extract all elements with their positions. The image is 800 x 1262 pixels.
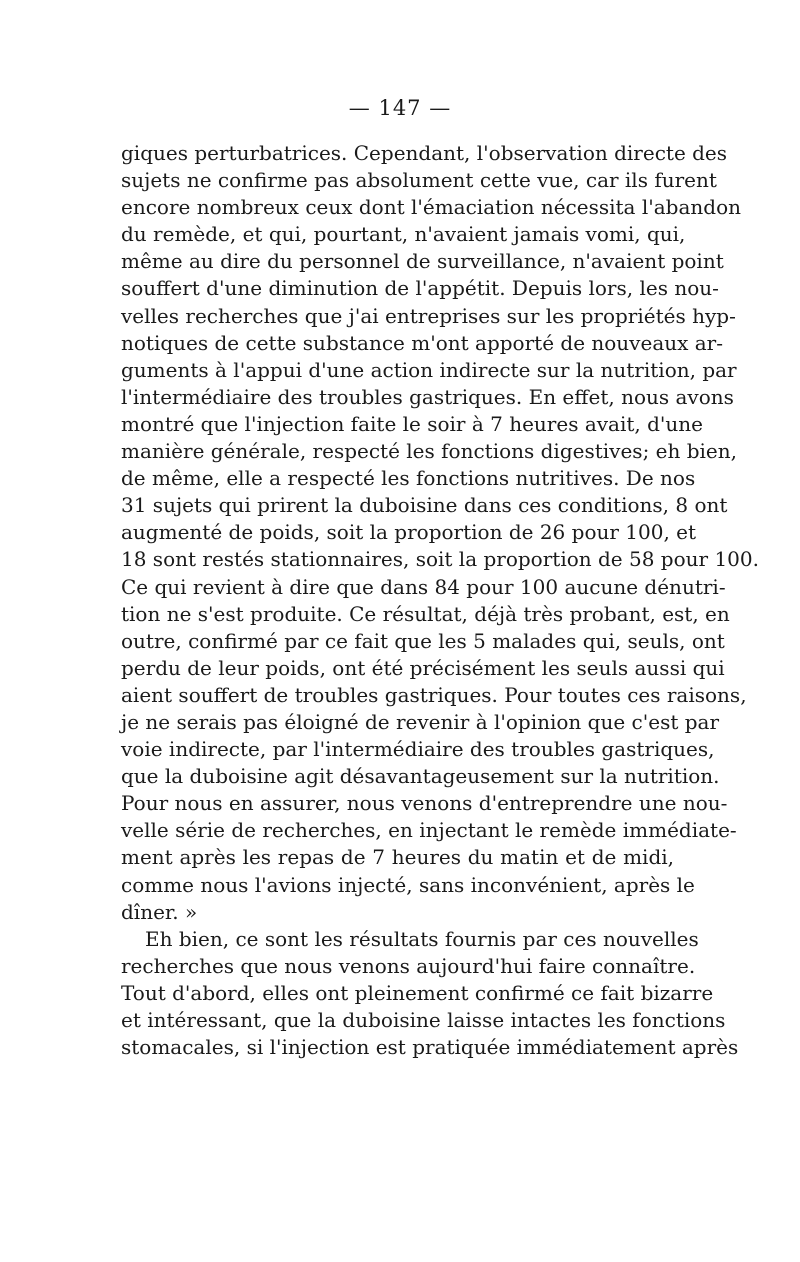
text-line: outre, confirmé par ce fait que les 5 malades qui, seuls, ont xyxy=(121,628,725,653)
text-line: augmenté de poids, soit la proportion de 26 pour 100, et xyxy=(121,520,697,545)
text-line: montré que l'injection faite le soir à 7 heures avait, d'une xyxy=(121,411,704,436)
text-line: notiques de cette substance m'ont apporté de nouveaux ar- xyxy=(121,330,724,355)
text-line: recherches que nous venons aujourd'hui faire connaître. xyxy=(121,953,696,978)
text-line: velles recherches que j'ai entreprises sur les propriétés hyp- xyxy=(121,303,736,328)
text-line: ment après les repas de 7 heures du matin et de midi, xyxy=(121,845,674,870)
body-text xyxy=(121,140,759,1061)
text-line: même au dire du personnel de surveillance, n'avaient point xyxy=(121,249,724,274)
text-line: 31 sujets qui prirent la duboisine dans ces conditions, 8 ont xyxy=(121,493,728,518)
text-line: giques perturbatrices. Cependant, l'observation directe des xyxy=(121,141,728,165)
text-line: Ce qui revient à dire que dans 84 pour 100 aucune dénutri- xyxy=(121,574,726,599)
text-line: aient souffert de troubles gastriques. Pour toutes ces raisons, xyxy=(121,682,747,707)
text-line: dîner. » xyxy=(121,899,198,924)
text-line: sujets ne confirme pas absolument cette vue, car ils furent xyxy=(121,168,717,193)
text-line: souffert d'une diminution de l'appétit. Depuis lors, les nou- xyxy=(121,276,719,301)
text-line: voie indirecte, par l'intermédiaire des troubles gastriques, xyxy=(121,737,715,762)
text-line: velle série de recherches, en injectant le remède immédiate- xyxy=(121,818,737,843)
text-line: comme nous l'avions injecté, sans inconvénient, après le xyxy=(121,872,695,897)
text-line: stomacales, si l'injection est pratiquée immédiatement après xyxy=(121,1035,739,1060)
text-line: l'intermédiaire des troubles gastriques. En effet, nous avons xyxy=(121,384,734,409)
text-line: je ne serais pas éloigné de revenir à l'opinion que c'est par xyxy=(121,709,720,734)
text-line: perdu de leur poids, ont été précisément les seuls aussi qui xyxy=(121,655,725,680)
text-line: 18 sont restés stationnaires, soit la proportion de 58 pour 100. xyxy=(121,547,759,572)
text-line: tion ne s'est produite. Ce résultat, déjà très probant, est, en xyxy=(121,601,730,626)
text-line: Pour nous en assurer, nous venons d'entreprendre une nou- xyxy=(121,791,728,816)
text-line: encore nombreux ceux dont l'émaciation nécessita l'abandon xyxy=(121,195,741,220)
text-line: et intéressant, que la duboisine laisse intactes les fonctions xyxy=(121,1008,726,1032)
text-line: de même, elle a respecté les fonctions nutritives. De nos xyxy=(121,466,696,491)
paragraph-first-line: Eh bien, ce sont les résultats fournis par ces nouvelles xyxy=(145,926,699,951)
text-line: manière générale, respecté les fonctions digestives; eh bien, xyxy=(121,439,738,464)
text-line: que la duboisine agit désavantageusement sur la nutrition. xyxy=(121,764,720,789)
page-number: — 147 — xyxy=(348,96,452,120)
text-line: Tout d'abord, elles ont pleinement confirmé ce fait bizarre xyxy=(121,980,714,1005)
text-line: guments à l'appui d'une action indirecte sur la nutrition, par xyxy=(121,357,737,382)
text-line: du remède, et qui, pourtant, n'avaient jamais vomi, qui, xyxy=(121,222,686,247)
